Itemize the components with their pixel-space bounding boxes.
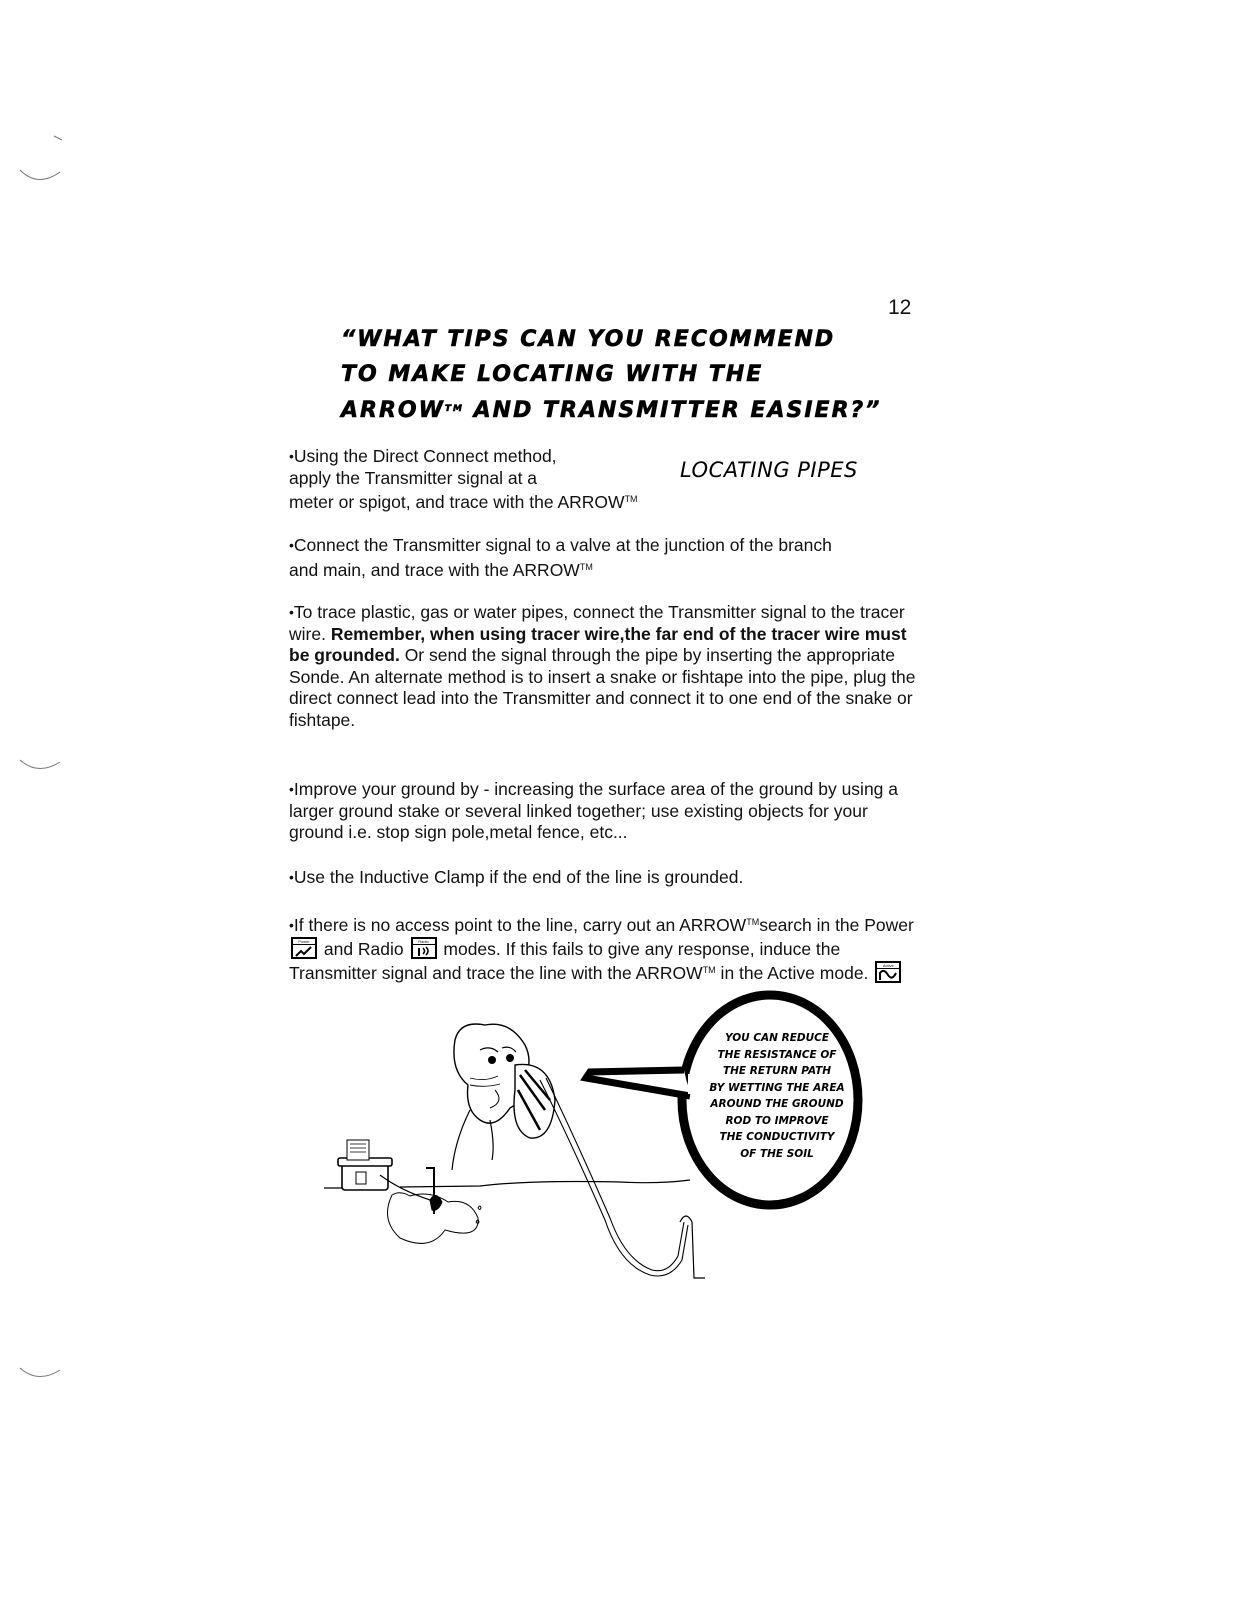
bubble-line: THE RETURN PATH	[722, 1065, 832, 1077]
heading-line-3	[341, 392, 941, 428]
bullet: •	[289, 537, 294, 553]
tip-text: Or send the signal through the pipe by inserting the appropriate Sonde. An alternate method is to insert a snake or fishtape into the pipe, plug the direct connect lead into the Transmitter and connect it to one end of the snake or fishtape.	[289, 645, 916, 730]
tip-no-access-point	[289, 912, 914, 985]
icon-caption: Radio	[413, 939, 435, 945]
icon-caption: Active	[877, 963, 899, 969]
trademark: TM	[444, 404, 464, 414]
tip-text: meter or spigot, and trace with the ARROW	[289, 492, 625, 512]
trademark: TM	[579, 561, 593, 572]
bullet: •	[289, 604, 294, 620]
icon-caption: Power	[293, 939, 315, 945]
page-heading	[341, 322, 941, 428]
active-mode-icon	[875, 961, 901, 983]
heading-rest: AND TRANSMITTER EASIER?”	[464, 398, 882, 423]
tip-text: in the Active mode.	[715, 963, 874, 983]
page-number: 12	[888, 296, 912, 319]
bullet: •	[289, 869, 294, 885]
transmitter-box	[338, 1140, 392, 1190]
tip-inductive-clamp	[289, 867, 919, 889]
power-mode-icon	[291, 937, 317, 959]
bubble-line: ROD TO IMPROVE	[725, 1114, 829, 1127]
tip-text: Using the Direct Connect method,	[293, 446, 557, 466]
radio-mode-icon	[411, 937, 437, 959]
tip-warning: Remember, when using tracer wire,the far end of the tracer wire must be grounded.	[289, 623, 907, 665]
tip-text: To trace plastic, gas or water pipes, connect the Transmitter signal to the tracer wire.	[289, 602, 905, 644]
bubble-line: THE CONDUCTIVITY	[719, 1131, 835, 1143]
heading-arrow: ARROW	[341, 398, 445, 423]
tip-text: search in the Power	[759, 915, 914, 935]
bubble-line: OF THE SOIL	[740, 1147, 814, 1160]
trademark: TM	[624, 494, 638, 504]
tip-tracer-wire	[289, 602, 919, 731]
bubble-line: THE RESISTANCE OF	[717, 1048, 837, 1061]
bubble-line: BY WETTING THE AREA	[709, 1081, 845, 1094]
tip-text: Use the Inductive Clamp if the end of the line is grounded.	[293, 867, 744, 887]
punch-hole-mark	[18, 740, 68, 800]
tip-improve-ground	[289, 779, 919, 844]
tip-text: If there is no access point to the line, carry out an ARROW	[293, 915, 747, 935]
bullet: •	[289, 781, 294, 797]
punch-hole-mark	[18, 1340, 68, 1400]
tip-valve-junction	[289, 535, 864, 581]
tip-text: modes. If this fails to give any response, induce the Transmitter signal and trace the line with the ARROW	[289, 938, 841, 983]
speech-bubble-text	[692, 1030, 862, 1162]
cartoon-character	[452, 1024, 555, 1170]
bullet: •	[289, 917, 294, 933]
locator-cable	[540, 1080, 688, 1276]
tip-text: Connect the Transmitter signal to a valve at the junction of the branch and main, and trace with the ARROW	[289, 535, 832, 580]
bubble-line: YOU CAN REDUCE	[725, 1032, 829, 1044]
section-label: LOCATING PIPES	[680, 458, 858, 482]
bubble-line: AROUND THE GROUND	[710, 1098, 844, 1110]
tip-text: and Radio	[319, 938, 409, 959]
punch-hole-mark	[18, 130, 68, 190]
tip-text: apply the Transmitter signal at a	[289, 467, 538, 488]
trademark: TM	[702, 965, 716, 975]
trademark: TM	[746, 917, 760, 927]
tip-direct-connect	[289, 446, 919, 514]
bullet: •	[289, 448, 294, 464]
heading-line-1: “WHAT TIPS CAN YOU RECOMMEND	[341, 327, 836, 352]
heading-line-2: TO MAKE LOCATING WITH THE	[341, 362, 764, 387]
tip-text: Improve your ground by - increasing the surface area of the ground by using a larger ground stake or several linked together; use existing objects for your ground i.e. stop sign pole,metal fence, etc...	[289, 779, 899, 842]
